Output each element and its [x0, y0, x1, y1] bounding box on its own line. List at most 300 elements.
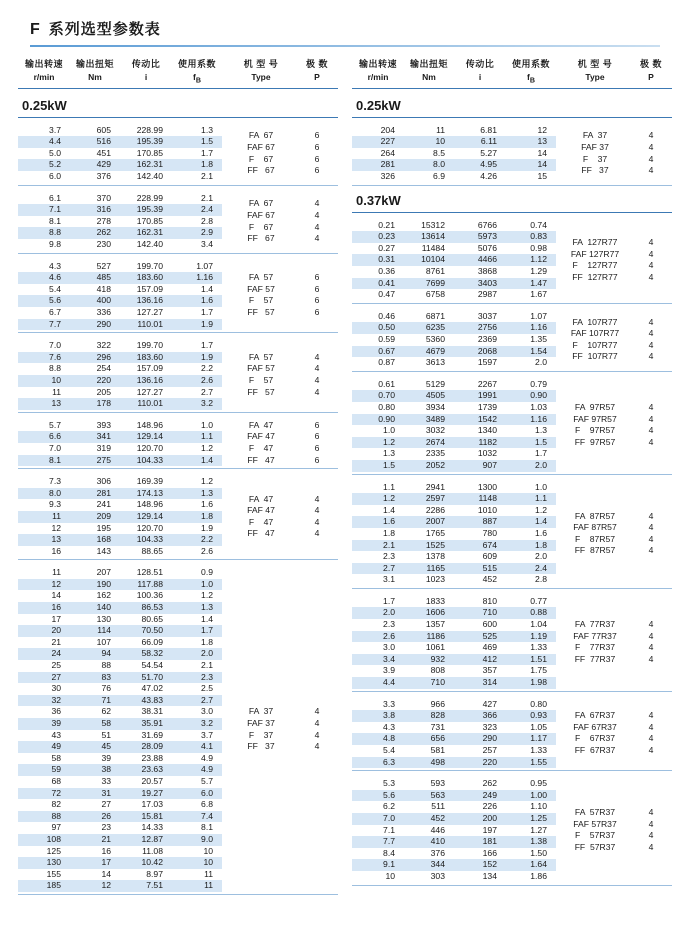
table-row [18, 272, 222, 284]
table-cell: 8.0 [433, 159, 445, 170]
table-cell: 0.36 [378, 266, 395, 277]
table-cell: 7.3 [49, 476, 61, 487]
table-cell: 51 [101, 729, 111, 740]
table-cell: 1.8 [383, 527, 395, 538]
table-cell: 1.33 [530, 745, 547, 755]
table-cell: 0.80 [378, 401, 395, 412]
model-type: FAF 87R57 [573, 522, 617, 533]
pole-count: 4 [314, 386, 320, 397]
pole-count: 4 [648, 510, 654, 521]
table-cell: 6.8 [201, 799, 213, 810]
table-row [352, 596, 556, 608]
column-header: 极 数 [305, 59, 328, 69]
table-cell: 296 [96, 351, 111, 362]
table-cell: 97 [51, 822, 61, 833]
data-rows [352, 379, 556, 472]
table-cell: 323 [482, 721, 497, 732]
table-row [352, 278, 556, 290]
model-type: FAF 107R77 [570, 328, 620, 339]
table-cell: 1542 [477, 413, 497, 424]
table-cell: 8.1 [49, 454, 61, 465]
table-cell: 1.98 [530, 677, 547, 688]
table-row [18, 602, 222, 614]
table-cell: 1.04 [530, 619, 547, 630]
table-cell: 3613 [425, 357, 445, 368]
table-row [18, 455, 222, 467]
table-row [18, 718, 222, 730]
model-type: FF 47 [247, 454, 275, 465]
table-cell: 10 [203, 857, 213, 868]
model-type: F 87R57 [574, 533, 616, 544]
right-column [352, 57, 672, 895]
table-cell: 2987 [477, 289, 497, 300]
table-cell: 1833 [425, 595, 445, 606]
table-cell: 6.3 [383, 756, 395, 767]
pole-count: 4 [314, 493, 320, 504]
table-cell: 3037 [477, 310, 497, 321]
data-rows [18, 193, 222, 251]
table-cell: 7.1 [383, 824, 395, 835]
column-unit: $f_B$ [527, 72, 535, 85]
pole-count: 4 [648, 271, 654, 282]
table-cell: 322 [96, 340, 111, 351]
table-cell: 1061 [425, 642, 445, 653]
table-cell: 20 [51, 625, 61, 636]
table-cell: 9.3 [49, 499, 61, 510]
table-cell: 174.13 [136, 487, 163, 498]
table-cell: 525 [482, 630, 497, 641]
table-cell: 516 [96, 136, 111, 147]
table-cell: 19.27 [141, 787, 163, 798]
table-cell: 9.1 [383, 859, 395, 870]
table-cell: 66.09 [141, 636, 163, 647]
table-cell: 0.61 [378, 378, 395, 389]
table-cell: 128.51 [136, 567, 163, 578]
table-cell: 143 [96, 545, 111, 556]
column-header: 传动比 [131, 59, 161, 69]
table-cell: 0.41 [378, 277, 395, 288]
table-cell: 0.95 [530, 778, 547, 789]
column-unit: r/min [33, 72, 55, 82]
pole-count: 4 [314, 351, 320, 362]
pole-count: 6 [314, 295, 320, 306]
table-cell: 1.9 [201, 318, 213, 329]
table-cell: 14 [101, 868, 111, 879]
table-cell: 1.16 [530, 413, 547, 424]
table-cell: 15.81 [141, 810, 163, 821]
column-unit: P [314, 72, 320, 82]
table-cell: 0.46 [378, 310, 395, 321]
table-row [352, 357, 556, 369]
column-header: 使用系数 [511, 59, 550, 69]
table-cell: 2.2 [201, 363, 213, 374]
table-cell: 230 [96, 239, 111, 250]
table-cell: 0.90 [530, 390, 547, 401]
table-cell: 62 [101, 706, 111, 717]
table-cell: 2.4 [201, 204, 213, 215]
table-row [352, 699, 556, 711]
table-cell: 14.33 [141, 822, 163, 833]
table-cell: 1.8 [201, 510, 213, 521]
table-cell: 2.0 [535, 551, 547, 562]
table-row [18, 340, 222, 352]
column-header: 输出扭矩 [409, 59, 448, 69]
model-type: FA 37 [582, 130, 608, 141]
table-cell: 418 [96, 283, 111, 294]
table-cell: 1.54 [530, 345, 547, 356]
table-cell: 14 [537, 159, 547, 170]
pole-count: 4 [648, 841, 654, 852]
table-cell: 1.7 [201, 340, 213, 351]
table-cell: 254 [96, 363, 111, 374]
model-type: F 57 [248, 295, 274, 306]
table-cell: 5.6 [49, 295, 61, 306]
table-cell: 120.70 [136, 442, 163, 453]
model-type-group [556, 482, 668, 586]
pole-count: 4 [648, 165, 654, 176]
table-row [352, 654, 556, 666]
table-cell: 11.08 [142, 845, 163, 856]
table-cell: 366 [482, 710, 497, 721]
table-cell: 1.86 [530, 870, 547, 881]
table-cell: 1.5 [535, 436, 547, 447]
table-cell: 16 [51, 602, 61, 613]
table-cell: 11484 [421, 242, 445, 253]
column-unit: Type [251, 72, 271, 82]
data-rows [18, 340, 222, 410]
pole-count: 4 [648, 653, 654, 664]
table-cell: 5.27 [480, 147, 497, 158]
left-column [18, 57, 338, 895]
table-cell: 1.7 [201, 625, 213, 636]
table-cell: 31 [101, 787, 111, 798]
model-type-group [222, 567, 334, 892]
table-row [352, 448, 556, 460]
table-row [352, 790, 556, 802]
table-cell: 5.4 [49, 283, 61, 294]
table-cell: 58.32 [141, 648, 163, 659]
data-block [18, 476, 338, 560]
data-rows [18, 476, 222, 557]
table-cell: 6.11 [480, 136, 497, 147]
series-title: 系列选型参数表 [48, 21, 161, 38]
table-cell: 207 [96, 567, 111, 578]
table-cell: 4.9 [201, 752, 213, 763]
table-cell: 4466 [477, 254, 497, 265]
table-cell: 452 [482, 574, 497, 585]
table-cell: 336 [96, 307, 111, 317]
pole-count: 4 [648, 545, 654, 556]
data-rows [352, 482, 556, 586]
table-row [352, 801, 556, 813]
table-cell: 4505 [425, 390, 445, 401]
pole-count: 4 [314, 198, 320, 209]
table-cell: 2.3 [201, 671, 213, 682]
data-rows [352, 311, 556, 369]
column-unit: Nm [88, 72, 102, 82]
table-cell: 68 [51, 775, 61, 786]
table-cell: 2.8 [201, 215, 213, 226]
table-cell: 600 [482, 619, 497, 630]
table-row [352, 425, 556, 437]
model-type: FAF 57 [247, 283, 275, 294]
table-cell: 2.0 [383, 607, 395, 618]
table-cell: 162.31 [136, 159, 163, 170]
model-type: FF 37 [581, 165, 609, 176]
column-header: 机 型 号 [577, 59, 613, 69]
table-cell: 515 [482, 562, 497, 573]
table-cell: 1.03 [530, 401, 547, 412]
table-cell: 6.2 [383, 801, 395, 812]
table-cell: 130 [46, 857, 61, 868]
table-cell: 674 [482, 539, 497, 550]
data-block [352, 778, 672, 885]
pole-count: 4 [648, 425, 654, 436]
model-type: F 47 [248, 516, 274, 527]
table-cell: 1.3 [201, 487, 213, 498]
table-cell: 6.81 [480, 124, 497, 135]
pole-count: 4 [314, 729, 320, 740]
data-block [18, 193, 338, 254]
table-row [18, 869, 222, 881]
table-row [352, 254, 556, 266]
table-cell: 80.65 [141, 613, 163, 624]
table-row [18, 546, 222, 558]
table-cell: 129.14 [136, 510, 163, 521]
table-cell: 1.4 [201, 454, 213, 465]
table-row [352, 125, 556, 137]
table-cell: 3.4 [201, 239, 213, 250]
table-cell: 3.7 [49, 124, 61, 135]
table-cell: 45 [101, 741, 111, 752]
table-cell: 13 [537, 136, 547, 147]
table-cell: 1.7 [201, 147, 213, 158]
table-row [352, 551, 556, 563]
table-row [352, 607, 556, 619]
table-cell: 1032 [477, 448, 497, 459]
table-cell: 3934 [425, 401, 445, 412]
table-row [18, 753, 222, 765]
data-block [18, 125, 338, 186]
pole-count: 4 [648, 745, 654, 755]
table-cell: 429 [96, 159, 111, 170]
table-row [352, 836, 556, 848]
table-cell: 88.65 [141, 545, 163, 556]
table-cell: 13614 [421, 231, 445, 242]
model-type: F 127R77 [572, 260, 618, 271]
table-cell: 104.33 [136, 454, 163, 465]
table-cell: 6.0 [201, 787, 213, 798]
pole-count: 6 [314, 442, 320, 453]
table-row [18, 239, 222, 251]
table-cell: 1.6 [535, 527, 547, 538]
page-title [0, 0, 690, 39]
table-cell: 0.67 [378, 345, 395, 356]
model-type: F 37 [248, 729, 274, 740]
table-row [18, 776, 222, 788]
table-cell: 185 [46, 880, 61, 891]
pole-count: 4 [648, 522, 654, 533]
table-row [352, 148, 556, 160]
table-cell: 88 [51, 810, 61, 821]
table-cell: 27 [101, 799, 111, 810]
table-cell: 148.96 [136, 419, 163, 430]
table-cell: 11 [204, 868, 213, 879]
table-cell: 4.8 [383, 733, 395, 744]
model-type-group [556, 699, 668, 769]
table-cell: 199.70 [136, 260, 163, 271]
table-cell: 58 [51, 752, 61, 763]
table-cell: 1.50 [530, 847, 547, 858]
table-cell: 0.31 [378, 254, 395, 265]
model-type: FA 47 [248, 493, 274, 504]
table-cell: 5076 [477, 242, 497, 253]
model-type: FA 57 [248, 272, 274, 283]
pole-count: 4 [648, 533, 654, 544]
table-cell: 357 [482, 665, 497, 676]
model-type: FF 47 [247, 528, 275, 539]
table-cell: 1.4 [535, 516, 547, 527]
table-cell: 1.2 [201, 476, 213, 487]
table-cell: 4.95 [480, 159, 497, 170]
pole-count: 4 [648, 642, 654, 653]
pole-count: 4 [314, 233, 320, 244]
table-cell: 2.1 [383, 539, 395, 550]
table-cell: 4.3 [383, 721, 395, 732]
table-cell: 2.9 [201, 227, 213, 238]
table-cell: 59 [51, 764, 61, 775]
pole-count: 6 [314, 142, 320, 153]
model-type: FA 107R77 [572, 316, 618, 327]
table-cell: 2756 [477, 322, 497, 333]
table-row [18, 788, 222, 800]
pole-count: 4 [314, 374, 320, 385]
table-cell: 3.9 [383, 665, 395, 676]
table-cell: 275 [96, 454, 111, 465]
table-cell: 4.26 [480, 171, 497, 182]
table-cell: 3.2 [201, 398, 213, 409]
model-type: FF 57R37 [574, 841, 616, 852]
table-cell: 199.70 [136, 340, 163, 351]
table-row [18, 741, 222, 753]
pole-count: 4 [314, 706, 320, 717]
table-cell: 3868 [477, 266, 497, 277]
data-block [18, 567, 338, 895]
model-type-group [222, 193, 334, 251]
table-cell: 0.27 [378, 242, 395, 253]
table-cell: 2.1 [201, 171, 213, 182]
model-type-group [222, 261, 334, 331]
table-cell: 319 [96, 442, 111, 453]
table-cell: 8.97 [146, 868, 163, 879]
table-row [352, 402, 556, 414]
table-row [352, 220, 556, 232]
table-row [352, 665, 556, 677]
table-cell: 2.8 [535, 574, 547, 585]
pole-count: 4 [648, 807, 654, 818]
table-cell: 262 [96, 227, 111, 238]
table-row [18, 499, 222, 511]
model-type: FF 57 [247, 386, 275, 397]
table-cell: 27 [51, 671, 61, 682]
table-cell: 8.4 [383, 847, 395, 858]
pole-count: 4 [314, 221, 320, 232]
table-cell: 166 [482, 847, 497, 858]
pole-count: 4 [314, 528, 320, 539]
table-cell: 0.88 [530, 607, 547, 618]
table-row [352, 677, 556, 689]
power-rating-heading: 0.25kW [18, 93, 338, 118]
table-cell: 4679 [425, 345, 445, 356]
table-cell: 5.7 [49, 419, 61, 430]
table-cell: 451 [96, 147, 111, 158]
table-row [18, 579, 222, 591]
table-row [352, 289, 556, 301]
model-type-group [556, 596, 668, 689]
table-cell: 12 [51, 578, 61, 589]
table-cell: 8.1 [201, 822, 213, 833]
table-cell: 1.9 [201, 522, 213, 533]
table-cell: 10 [51, 374, 61, 385]
table-cell: 49 [51, 741, 61, 752]
table-cell: 3032 [425, 425, 445, 436]
table-cell: 82 [51, 799, 61, 810]
table-cell: 23.63 [141, 764, 163, 775]
table-row [352, 528, 556, 540]
table-cell: 16 [101, 845, 111, 856]
table-cell: 278 [96, 215, 111, 226]
table-cell: 2052 [425, 459, 445, 470]
table-row [18, 171, 222, 183]
table-row [18, 625, 222, 637]
table-cell: 1.75 [530, 665, 547, 676]
table-cell: 157.09 [136, 363, 163, 374]
table-row [18, 590, 222, 602]
model-type: F 47 [248, 442, 274, 453]
data-block [352, 699, 672, 772]
table-cell: 2597 [425, 493, 445, 504]
table-cell: 168 [96, 534, 111, 545]
table-cell: 2.6 [383, 630, 395, 641]
table-cell: 190 [96, 578, 111, 589]
table-row [18, 614, 222, 626]
series-code: F [30, 21, 41, 38]
table-cell: 3.4 [383, 653, 395, 664]
table-cell: 710 [482, 607, 497, 618]
table-cell: 7.6 [49, 351, 61, 362]
table-row [18, 822, 222, 834]
table-cell: 1.25 [530, 812, 547, 823]
table-cell: 2369 [477, 334, 497, 344]
pole-count: 4 [314, 505, 320, 516]
model-type: FAF 57 [247, 363, 275, 374]
table-row [18, 352, 222, 364]
table-cell: 2.6 [201, 374, 213, 385]
table-cell: 1.12 [530, 254, 547, 265]
table-row [18, 284, 222, 296]
table-cell: 316 [96, 204, 111, 215]
table-cell: 1.7 [535, 448, 547, 459]
table-cell: 32 [51, 694, 61, 705]
table-row [18, 375, 222, 387]
table-cell: 1.4 [201, 613, 213, 624]
table-cell: 1.3 [383, 448, 395, 459]
pole-count: 4 [648, 413, 654, 424]
table-cell: 114 [97, 625, 111, 636]
column-header: 输出转速 [358, 59, 397, 69]
table-cell: 1.07 [196, 260, 213, 271]
model-type-group [556, 125, 668, 183]
